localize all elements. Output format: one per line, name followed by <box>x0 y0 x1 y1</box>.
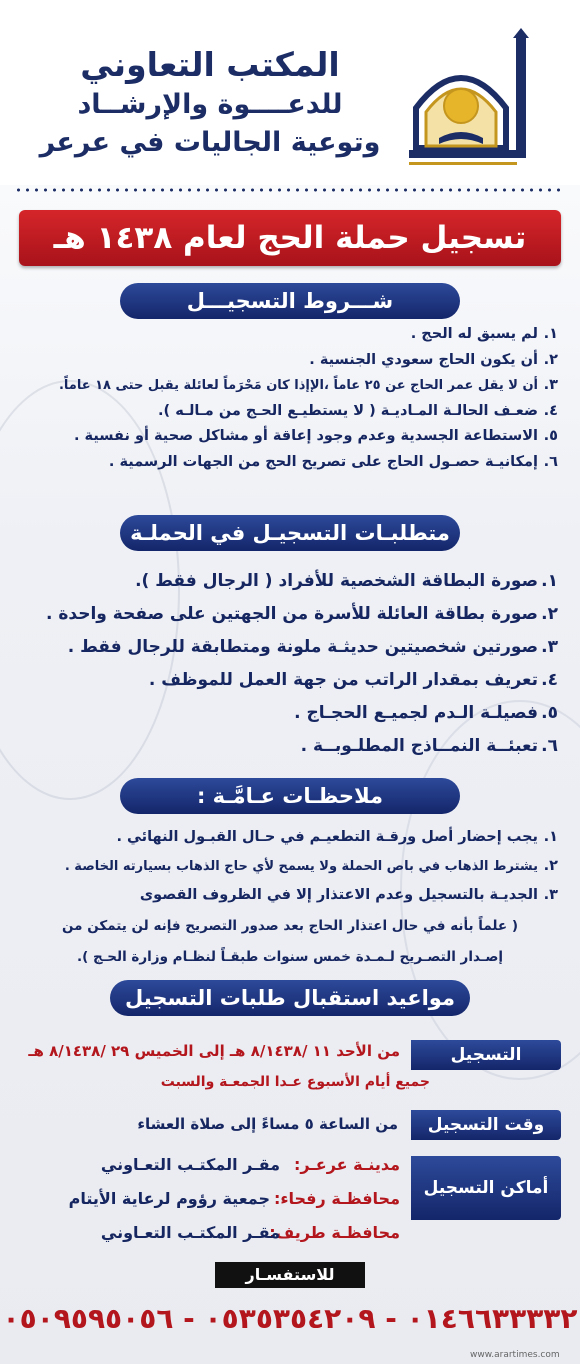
list-item: ٣. الجديـة بالتسجيل وعدم الاعتذار إلا في الظروف القصوى <box>139 887 558 903</box>
place-city: محافظـة رفحاء: <box>273 1189 400 1208</box>
list-item: ٥. فصيلـة الـدم لجميـع الحجـاج . <box>294 703 558 723</box>
section-title-conditions: شـــروط التسجيـــل <box>120 283 460 319</box>
list-item: ٣. أن لا يقل عمر الحاج عن ٢٥ عاماً ،الإإذا كان مَحْرَماً لعائلة يقبل حتى ١٨ عاماً. <box>58 377 558 393</box>
registration-days: جميع أيام الأسبوع عـدا الجمعـة والسبت <box>160 1074 430 1090</box>
place-location: مقـر المكتـب التعـاوني <box>100 1155 280 1174</box>
time-value: من الساعة ٥ مساءً إلى صلاة العشاء <box>137 1115 398 1133</box>
section-title-requirements: متطلبـات التسجيـل في الحملـة <box>120 515 460 551</box>
registration-label: التسجيل <box>411 1040 561 1070</box>
notes-list <box>18 823 558 910</box>
list-item: ٥. الاستطاعة الجسدية وعدم وجود إعاقة أو مشاكل صحية أو نفسية . <box>74 428 558 444</box>
section-title-notes: ملاحظـات عـامَّـة : <box>120 778 460 814</box>
list-item: ٤. تعريف بمقدار الراتب من جهة العمل للموظف . <box>148 670 558 690</box>
list-item: ٢. صورة بطاقة العائلة للأسرة من الجهتين على صفحة واحدة . <box>45 604 558 624</box>
campaign-banner: تسجيل حملة الحج لعام ١٤٣٨ هـ <box>19 210 561 266</box>
list-item: ٣. صورتين شخصيتين حديثـة ملونة ومتطابقة للرجال فقط . <box>67 637 558 657</box>
header <box>0 0 580 185</box>
org-line-2: للدعــــوة والإرشــاد <box>77 89 343 120</box>
places-label: أماكن التسجيل <box>411 1156 561 1220</box>
site-credit: www.arartimes.com <box>470 1350 560 1360</box>
list-item: ٦. تعبئــة النمــاذج المطلـوبــة . <box>300 736 558 756</box>
list-item: ٤. ضعـف الحالـة المـاديـة ( لا يستطيـع الحـج من مـالـه ). <box>158 402 558 419</box>
inquiry-label: للاستفسـار <box>215 1262 365 1288</box>
org-line-1: المكتب التعاوني <box>80 45 340 84</box>
org-line-3: وتوعية الجاليات في عرعر <box>39 127 381 158</box>
list-item: ١. لم يسبق له الحج . <box>410 326 558 342</box>
list-item: ٦. إمكانيـة حصـول الحاج على تصريح الحج من الجهات الرسمية . <box>108 453 558 470</box>
note-remark-1: ( علماً بأنه في حال اعتذار الحاج بعد صدور التصريح فإنه لن يتمكن من <box>61 918 519 934</box>
phone-numbers: ٠١٤٦٦٣٣٣٣٢ - ٠٥٣٥٣٥٤٢٠٩ - ٠٥٠٩٥٩٥٠٥٦ <box>2 1302 578 1335</box>
note-remark-2: إصـدار التصـريح لـمـدة خمس سنوات طبقـاً لنظـام وزارة الحـج ). <box>76 949 504 965</box>
dotted-divider <box>14 187 566 193</box>
organization-name <box>30 44 390 162</box>
place-location: مقـر المكتـب التعـاوني <box>100 1223 280 1242</box>
place-city: محافظـة طريف: <box>269 1223 400 1242</box>
time-label: وقت التسجيل <box>411 1110 561 1140</box>
list-item: ١. صورة البطاقة الشخصية للأفراد ( الرجال فقط ). <box>135 571 558 591</box>
place-location: جمعية رؤوم لرعاية الأيتام <box>68 1189 270 1208</box>
section-title-schedule: مواعيد استقبال طلبات التسجيل <box>110 980 470 1016</box>
conditions-list <box>18 322 558 475</box>
list-item: ١. يجب إحضار أصل ورقـة التطعيـم في حـال القبـول النهائي . <box>116 829 558 845</box>
list-item: ٢. أن يكون الحاج سعودي الجنسية . <box>309 351 558 368</box>
list-item: ٢. يشترط الذهاب في باص الحملة ولا يسمح لأي حاج الذهاب بسيارته الخاصة . <box>64 858 558 874</box>
registration-dates: من الأحد ١١ /٨/١٤٣٨ هـ إلى الخميس ٢٩ /٨/١٤٣٨ هـ <box>28 1042 400 1060</box>
requirements-list <box>18 565 558 763</box>
place-city: مدينـة عرعـر: <box>293 1155 400 1174</box>
mosque-logo-icon <box>401 28 546 178</box>
